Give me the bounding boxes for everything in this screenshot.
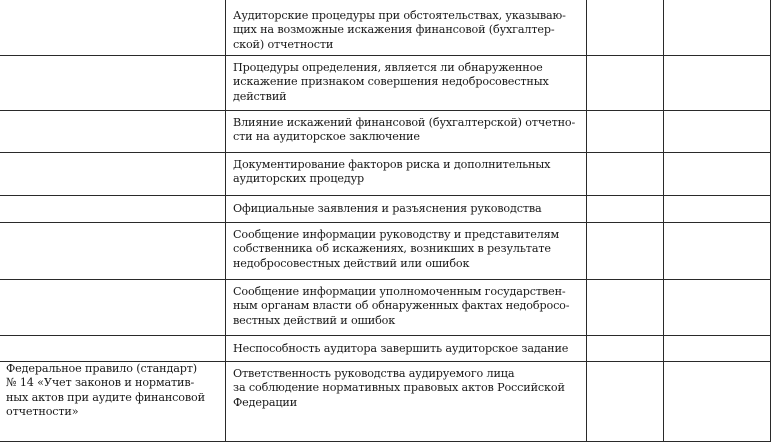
procedure-cell [226, 223, 587, 280]
empty-cell-4 [664, 362, 771, 442]
empty-cell-4 [664, 0, 771, 56]
standard-cell [0, 0, 226, 56]
empty-cell-4 [664, 56, 771, 111]
standard-cell [0, 56, 226, 111]
empty-cell-3 [587, 280, 664, 336]
procedure-cell [226, 0, 587, 56]
empty-cell-3 [587, 362, 664, 442]
standard-cell [0, 336, 226, 362]
empty-cell-3 [587, 153, 664, 196]
table-row [0, 336, 771, 362]
empty-cell-3 [587, 196, 664, 223]
empty-cell-4 [664, 223, 771, 280]
standard-cell [0, 362, 226, 442]
standard-cell [0, 223, 226, 280]
procedure-text: Влияние искажений финансовой (бухгалтерской) отчетно- сти на аудиторское заключение [233, 116, 576, 144]
procedure-text: Сообщение информации уполномоченным государствен- ным органам власти об обнаруженных фактах недобросо- вестных действий и ошибок [233, 285, 570, 327]
table-row [0, 56, 771, 111]
table-row [0, 153, 771, 196]
empty-cell-4 [664, 280, 771, 336]
procedure-text: Сообщение информации руководству и представителям собственника об искажениях, возникших в результате недобросовестных действий или ошибок [233, 228, 560, 270]
standard-cell [0, 153, 226, 196]
table-row [0, 0, 771, 56]
empty-cell-4 [664, 111, 771, 153]
empty-cell-4 [664, 196, 771, 223]
empty-cell-3 [587, 336, 664, 362]
procedure-text: Аудиторские процедуры при обстоятельствах, указываю- щих на возможные искажения финансовой (бухгалтер- ской) отчетности [233, 9, 566, 51]
empty-cell-3 [587, 223, 664, 280]
procedure-cell [226, 336, 587, 362]
table-row [0, 223, 771, 280]
empty-cell-4 [664, 153, 771, 196]
standard-text: Федеральное правило (стандарт) № 14 «Учет законов и норматив- ных актов при аудите финансовой отчетности» [6, 362, 205, 419]
procedure-text: Документирование факторов риска и дополнительных аудиторских процедур [233, 158, 551, 186]
procedure-cell [226, 56, 587, 111]
standard-cell [0, 196, 226, 223]
table-row [0, 111, 771, 153]
procedure-cell [226, 362, 587, 442]
standard-cell [0, 280, 226, 336]
procedure-text: Процедуры определения, является ли обнаруженное искажение признаком совершения недобросовестных действий [233, 61, 549, 103]
table-row [0, 280, 771, 336]
standard-cell [0, 111, 226, 153]
standard-text [0, 0, 225, 1]
empty-cell-4 [664, 336, 771, 362]
empty-cell-3 [587, 56, 664, 111]
empty-cell-3 [587, 111, 664, 153]
procedure-cell [226, 196, 587, 223]
empty-cell-3 [587, 0, 664, 56]
procedure-text: Неспособность аудитора завершить аудиторское задание [233, 342, 569, 355]
table-row [0, 362, 771, 442]
procedure-cell [226, 153, 587, 196]
procedure-cell [226, 280, 587, 336]
procedure-text: Ответственность руководства аудируемого лица за соблюдение нормативных правовых актов Российской Федерации [233, 367, 565, 409]
procedure-text: Официальные заявления и разъяснения руководства [233, 202, 542, 215]
table-row [0, 196, 771, 223]
procedure-cell [226, 111, 587, 153]
